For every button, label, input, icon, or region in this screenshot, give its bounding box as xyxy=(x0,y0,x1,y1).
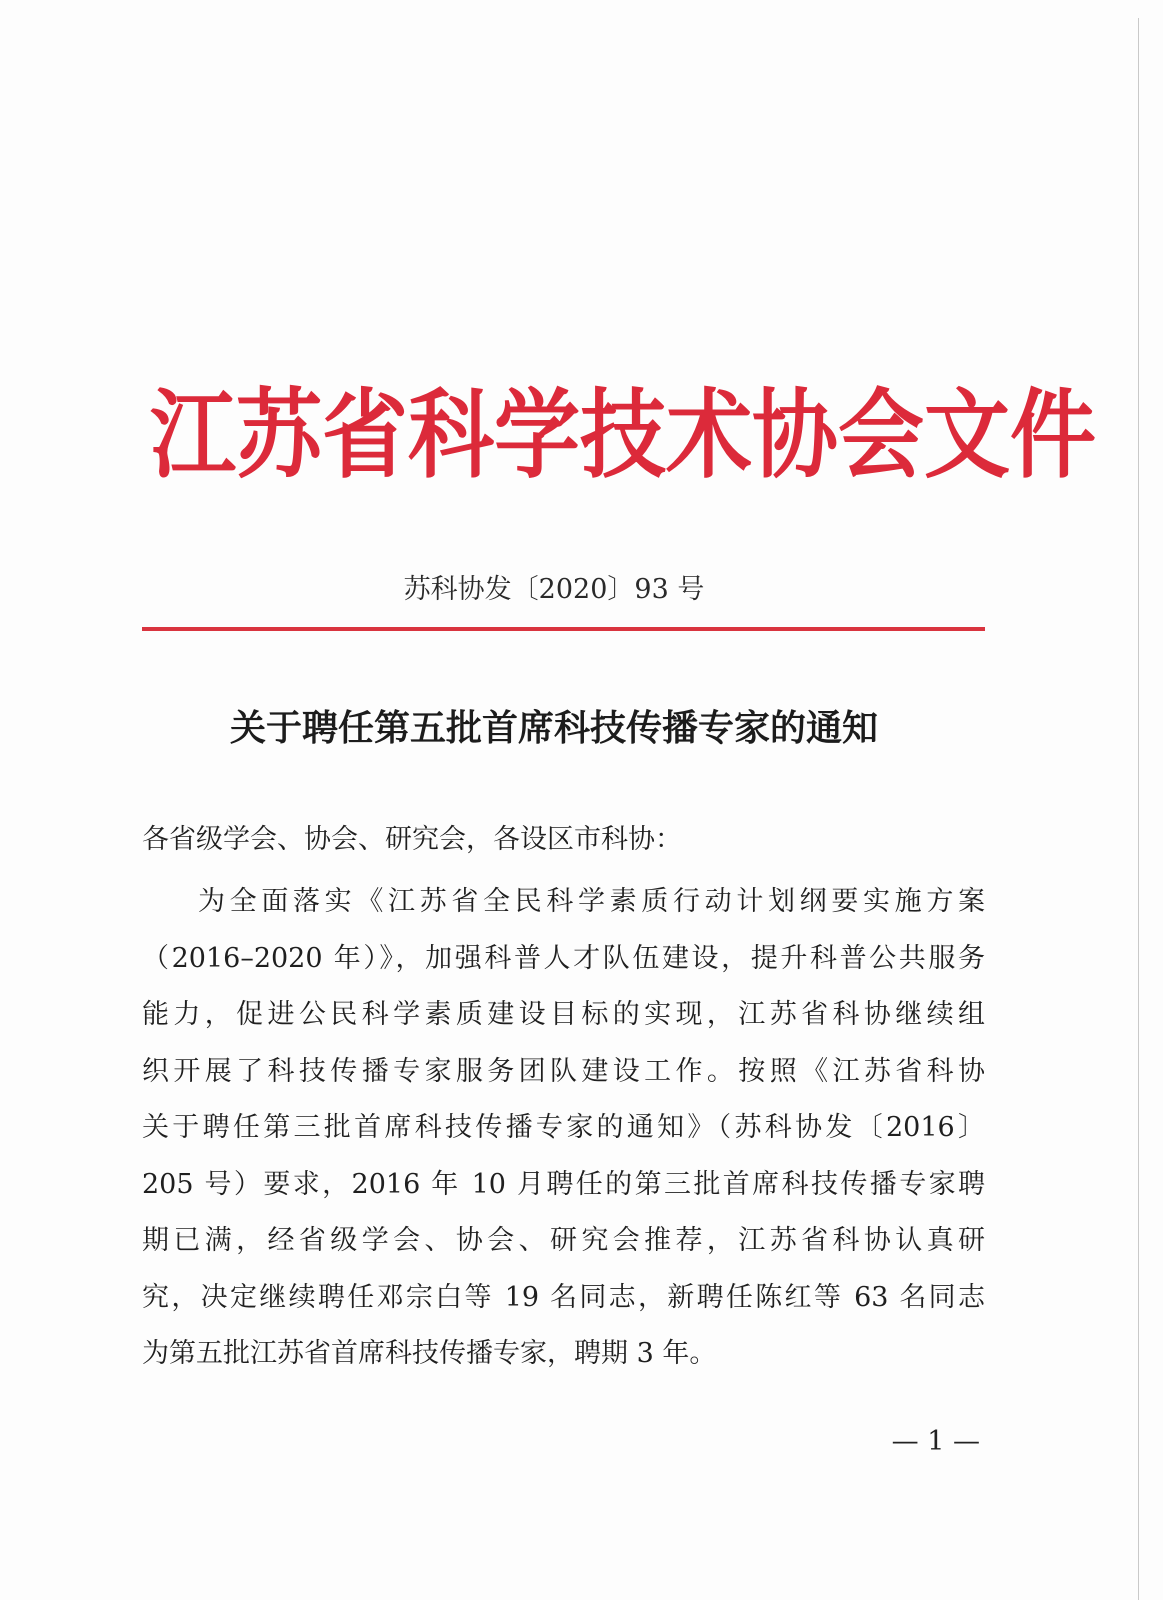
document-number: 苏科协发〔2020〕93 号 xyxy=(403,574,705,605)
paragraph-line: 205 号）要求，2016 年 10 月聘任的第三批首席科技传播专家聘 xyxy=(142,1168,985,1200)
page-number: — 1 — xyxy=(891,1426,980,1457)
red-separator-rule xyxy=(142,627,985,631)
page-edge-line xyxy=(1138,18,1139,1600)
paragraph-line: 能力，促进公民科学素质建设目标的实现，江苏省科协继续组 xyxy=(142,999,985,1030)
paragraph-line: 究，决定继续聘任邓宗白等 19 名同志，新聘任陈红等 63 名同志 xyxy=(142,1281,985,1313)
paragraph-line: 为全面落实《江苏省全民科学素质行动计划纲要实施方案 xyxy=(198,886,985,917)
paragraph-line: 织开展了科技传播专家服务团队建设工作。按照《江苏省科协 xyxy=(142,1055,985,1087)
notice-title: 关于聘任第五批首席科技传播专家的通知 xyxy=(229,707,878,749)
masthead-title: 江苏省科学技术协会文件 xyxy=(150,378,1096,492)
salutation: 各省级学会、协会、研究会，各设区市科协： xyxy=(142,824,682,855)
paragraph-line: （2016–2020 年）》，加强科普人才队伍建设，提升科普公共服务 xyxy=(142,942,985,974)
body-paragraph xyxy=(142,874,985,1383)
paragraph-line: 为第五批江苏省首席科技传播专家，聘期 3 年。 xyxy=(142,1338,717,1369)
paragraph-line: 关于聘任第三批首席科技传播专家的通知》（苏科协发〔2016〕 xyxy=(142,1112,985,1143)
paragraph-line: 期已满，经省级学会、协会、研究会推荐，江苏省科协认真研 xyxy=(142,1225,985,1256)
